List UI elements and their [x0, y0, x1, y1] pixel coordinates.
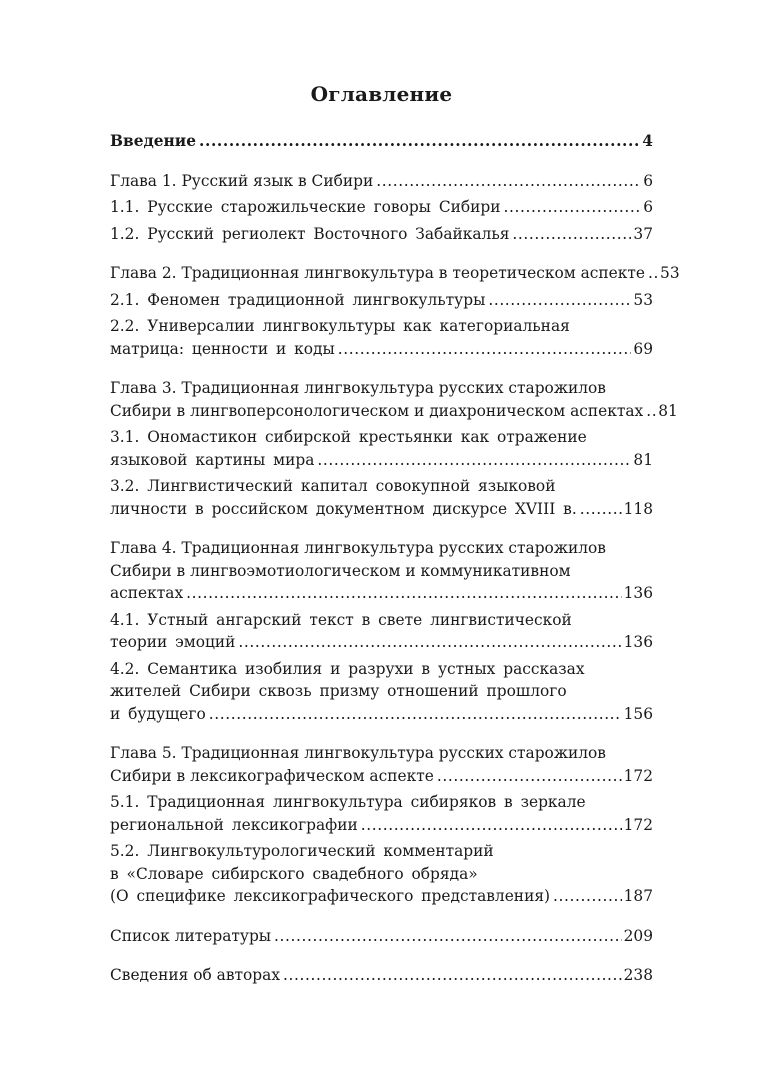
toc-entry-leader-row — [110, 582, 653, 605]
toc-entry[interactable] — [110, 925, 653, 948]
toc-entry-text: Список литературы — [110, 926, 272, 945]
toc-page-number: 81 — [633, 450, 653, 469]
toc-entry[interactable] — [110, 537, 653, 605]
toc-entry-leader-row — [110, 170, 653, 193]
toc-entry-text: региональной лексикографии — [110, 815, 358, 834]
toc-entry[interactable] — [110, 964, 653, 987]
toc-entry-text: Сибири в лексикографическом аспекте — [110, 766, 434, 785]
toc-entry-text: Глава 2. Традиционная лингвокультура в теоретическом аспекте — [110, 264, 646, 282]
toc-entry-text: Глава 1. Русский язык в Сибири — [110, 171, 374, 190]
toc-entry-text: 2.1. Феномен традиционной лингвокультуры — [110, 290, 486, 309]
toc-entry[interactable] — [110, 130, 653, 153]
dot-leader — [646, 400, 656, 423]
dot-leader — [317, 449, 631, 472]
dot-leader — [361, 814, 622, 837]
toc-entry[interactable] — [110, 742, 653, 787]
toc-entry-text: 5.2. Лингвокультурологический комментарий — [110, 842, 494, 860]
dot-leader — [376, 170, 641, 193]
dot-leader — [648, 262, 658, 285]
toc-list — [110, 130, 680, 987]
toc-entry-leader-row — [110, 814, 653, 837]
toc-entry[interactable] — [110, 315, 653, 360]
toc-entry-text: матрица: ценности и коды — [110, 339, 335, 358]
toc-page-number: 136 — [623, 633, 653, 651]
toc-entry-leader-row — [110, 196, 653, 219]
toc-page-number: 81 — [658, 401, 678, 420]
toc-entry-leader-row — [110, 289, 653, 312]
dot-leader — [199, 130, 640, 153]
toc-page-number: 156 — [623, 704, 653, 723]
toc-entry[interactable] — [110, 262, 680, 285]
toc-page-number: 136 — [623, 584, 653, 602]
dot-leader — [512, 223, 631, 246]
toc-entry-leader-row — [110, 765, 653, 788]
dot-leader — [580, 498, 622, 521]
toc-entry-text: 1.1. Русские старожильческие говоры Сибири — [110, 198, 501, 216]
toc-entry-text: языковой картины мира — [110, 450, 315, 469]
toc-entry-text: 5.1. Традиционная лингвокультура сибиряков в зеркале — [110, 793, 586, 811]
dot-leader — [338, 338, 632, 361]
toc-entry[interactable] — [110, 223, 653, 246]
toc-entry-text: теории эмоций — [110, 633, 236, 651]
toc-page-number: 209 — [623, 926, 653, 945]
toc-entry-text: в «Словаре сибирского свадебного обряда» — [110, 864, 478, 883]
dot-leader — [186, 582, 621, 605]
toc-entry-leader-row — [110, 703, 653, 726]
toc-page-number: 53 — [633, 290, 653, 309]
toc-entry-text: 1.2. Русский региолект Восточного Забайкалья — [110, 224, 510, 243]
dot-leader — [488, 289, 631, 312]
toc-entry-text: жителей Сибири сквозь призму отношений прошлого — [110, 682, 567, 700]
toc-entry-text: Сибири в лингвоэмотиологическом и коммуникативном — [110, 561, 571, 580]
toc-entry-text: аспектах — [110, 584, 184, 602]
page-title: Оглавление — [310, 82, 453, 106]
toc-entry[interactable] — [110, 426, 653, 471]
toc-entry-text: 2.2. Универсалии лингвокультуры как категориальная — [110, 317, 570, 335]
toc-entry-text: 3.1. Ономастикон сибирской крестьянки как отражение — [110, 428, 587, 446]
toc-entry-leader-row — [110, 925, 653, 948]
toc-entry-text: Сибири в лингвоперсонологическом и диахроническом аспектах — [110, 401, 644, 420]
toc-entry-text: Глава 5. Традиционная лингвокультура русских старожилов — [110, 744, 606, 762]
toc-entry[interactable] — [110, 791, 653, 836]
dot-leader — [209, 703, 622, 726]
toc-entry[interactable] — [110, 840, 653, 908]
dot-leader — [238, 631, 621, 654]
dot-leader — [283, 964, 622, 987]
toc-entry-text: 4.2. Семантика изобилия и разрухи в устных рассказах — [110, 659, 585, 678]
toc-entry-text: (О специфике лексикографического представления) — [110, 887, 551, 905]
toc-entry[interactable] — [110, 196, 653, 219]
toc-entry-leader-row — [110, 964, 653, 987]
toc-entry-leader-row — [110, 262, 680, 285]
toc-entry-text: Введение — [110, 132, 197, 150]
toc-page-number: 187 — [623, 887, 653, 905]
toc-entry-text: 3.2. Лингвистический капитал совокупной языковой — [110, 477, 556, 495]
toc-page-number: 6 — [643, 171, 653, 190]
toc-entry-text: и будущего — [110, 704, 206, 723]
toc-entry[interactable] — [110, 658, 653, 726]
toc-entry-leader-row — [110, 449, 653, 472]
toc-page-number: 4 — [642, 132, 653, 150]
toc-page-number: 172 — [623, 766, 653, 785]
toc-entry[interactable] — [110, 475, 653, 520]
dot-leader — [553, 885, 622, 908]
toc-page-number: 37 — [633, 224, 653, 243]
toc-entry-leader-row — [110, 631, 653, 654]
toc-page-number: 69 — [633, 339, 653, 358]
toc-entry[interactable] — [110, 170, 653, 193]
toc-page-number: 53 — [660, 264, 680, 282]
dot-leader — [274, 925, 622, 948]
toc-page-number: 172 — [623, 815, 653, 834]
toc-entry-text: Глава 4. Традиционная лингвокультура русских старожилов — [110, 539, 606, 557]
toc-entry-leader-row — [110, 338, 653, 361]
toc-entry-text: Сведения об авторах — [110, 966, 281, 984]
toc-entry-leader-row — [110, 498, 653, 521]
toc-entry-text: личности в российском документном дискурсе XVIII в. — [110, 499, 577, 518]
toc-page-number: 6 — [643, 198, 653, 216]
toc-entry[interactable] — [110, 377, 678, 422]
toc-entry[interactable] — [110, 609, 653, 654]
toc-entry[interactable] — [110, 289, 653, 312]
toc-entry-leader-row — [110, 223, 653, 246]
toc-entry-leader-row — [110, 130, 653, 153]
toc-entry-text: Глава 3. Традиционная лингвокультура русских старожилов — [110, 379, 606, 397]
toc-entry-leader-row — [110, 400, 678, 423]
toc-entry-text: 4.1. Устный ангарский текст в свете лингвистической — [110, 610, 572, 629]
toc-page-number: 118 — [623, 499, 653, 518]
dot-leader — [437, 765, 622, 788]
toc-entry-leader-row — [110, 885, 653, 908]
toc-page-number: 238 — [623, 966, 653, 984]
dot-leader — [504, 196, 642, 219]
